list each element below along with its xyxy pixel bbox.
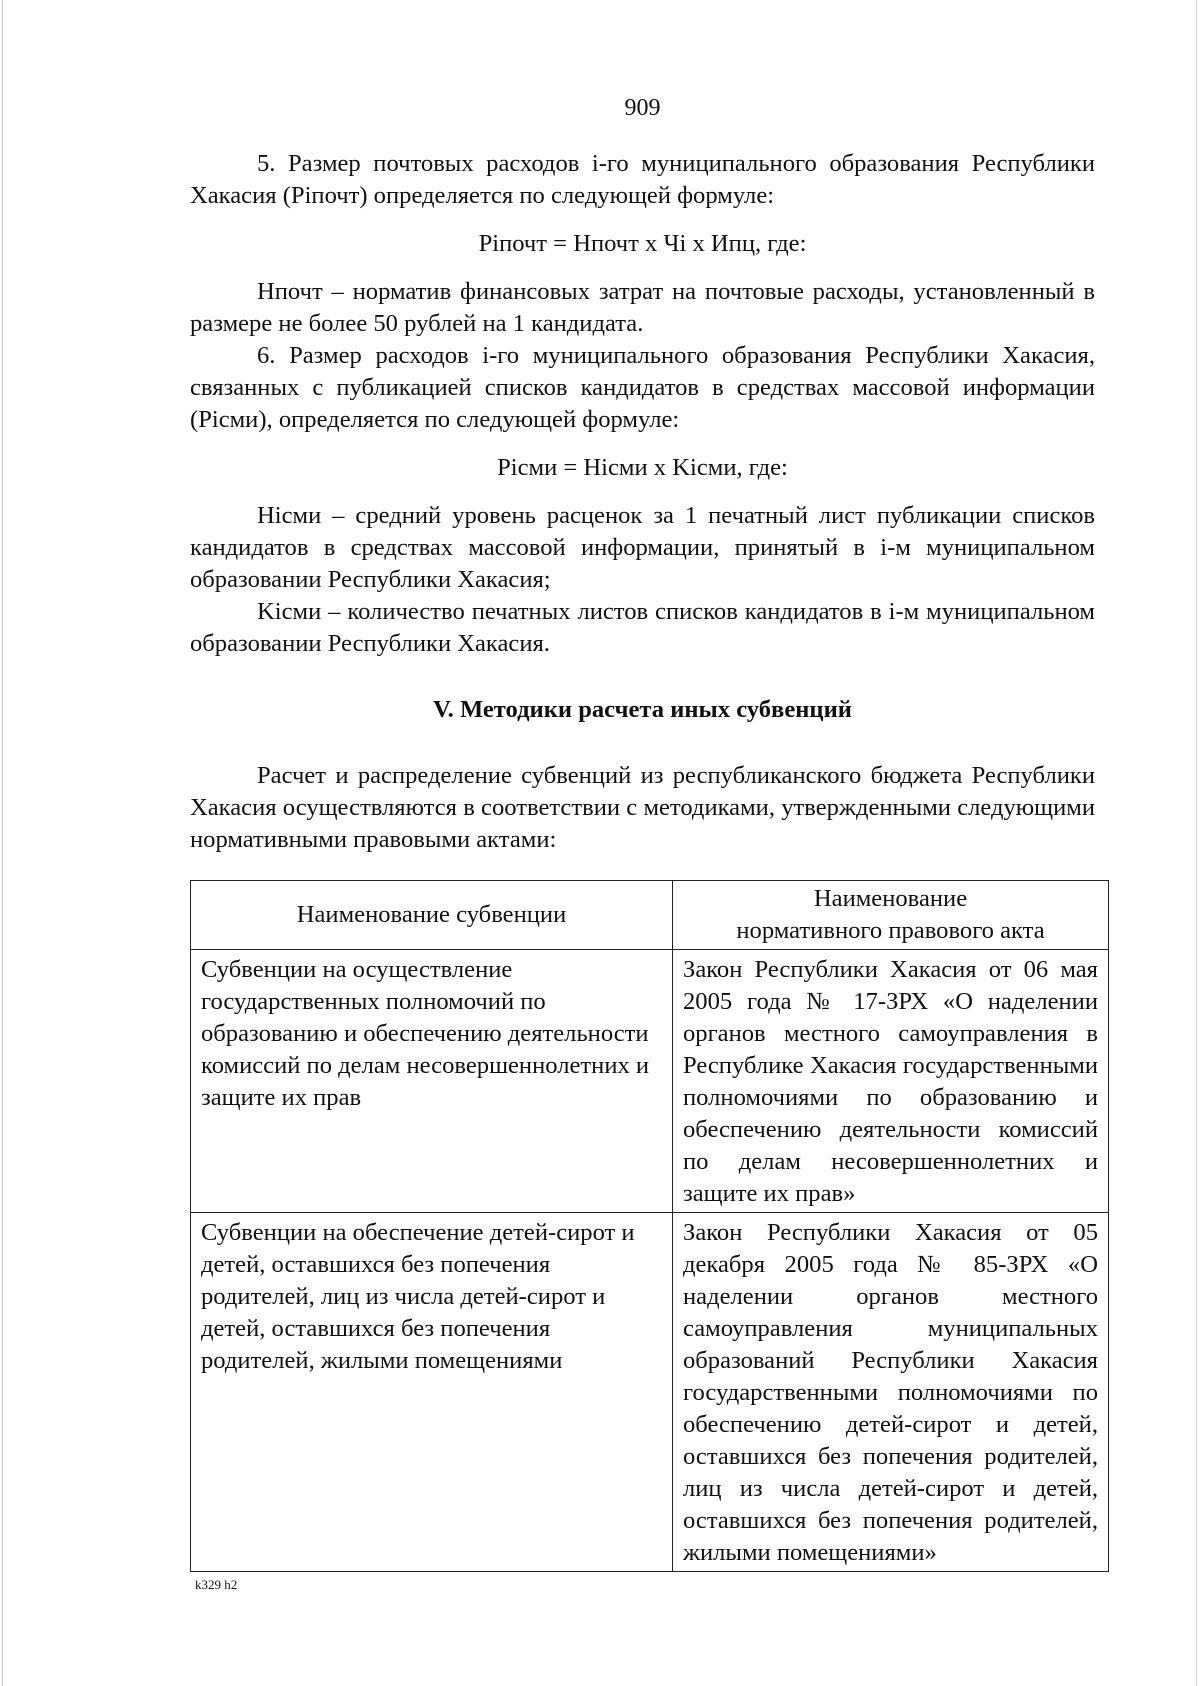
section-intro: Расчет и распределение субвенций из республиканского бюджета Республики Хакасия осуществляются в соответствии с методиками, утвержденными следующими нормативными правовыми актами:: [190, 762, 1095, 853]
footer-code: k329 h2: [195, 1577, 238, 1592]
section-title: V. Методики расчета иных субвенций: [433, 696, 852, 723]
act-cell: Закон Республики Хакасия от 06 мая 2005 года № 17-ЗРХ «О наделении органов местного самоуправления в Республике Хакасия государственными полномочиями по образованию и обеспечению деятельности комиссий по делам несовершеннолетних и защите их прав»: [673, 950, 1109, 1213]
table-header-row: [191, 881, 1109, 950]
subvention-cell: Субвенции на обеспечение детей-сирот и детей, оставшихся без попечения родителей, лиц из числа детей-сирот и детей, оставшихся без попечения родителей, жилыми помещениями: [191, 1213, 673, 1572]
definition-ksmi: Kiсми – количество печатных листов списков кандидатов в i-м муниципальном образовании Республики Хакасия.: [190, 598, 1095, 657]
document-body: [190, 148, 1098, 1572]
header-act-name: [673, 881, 1109, 950]
definition-hsmi: Hiсми – средний уровень расценок за 1 печатный лист публикации списков кандидатов в средствах массовой информации, принятый в i-м муниципальном образовании Республики Хакасия;: [190, 502, 1095, 593]
paragraph-postal-expenses: 5. Размер почтовых расходов i-го муниципального образования Республики Хакасия (Piпочт) определяется по следующей формуле:: [190, 150, 1095, 209]
header-act-line2: нормативного правового акта: [736, 917, 1045, 944]
page-number: 909: [624, 95, 661, 121]
scan-edge-right: [1196, 0, 1197, 1686]
header-subvention-name: Наименование субвенции: [191, 881, 673, 950]
subventions-table: [190, 880, 1109, 1572]
formula-media: Piсми = Hiсми х Kiсми, где:: [497, 454, 788, 481]
formula-postal: Piпочт = Нпочт х Чi х Ипц, где:: [478, 230, 807, 257]
subvention-cell: Субвенции на осуществление государственных полномочий по образованию и обеспечению деятельности комиссий по делам несовершеннолетних и защите их прав: [191, 950, 673, 1213]
act-cell: Закон Республики Хакасия от 05 декабря 2005 года № 85-ЗРХ «О наделении органов местного самоуправления муниципальных образований Республики Хакасия государственными полномочиями по обеспечению детей-сирот и детей, оставшихся без попечения родителей, лиц из числа детей-сирот и детей, оставшихся без попечения родителей, жилыми помещениями»: [673, 1213, 1109, 1572]
scan-edge-left: [2, 0, 3, 1686]
paragraph-media-expenses: 6. Размер расходов i-го муниципального образования Республики Хакасия, связанных с публикацией списков кандидатов в средствах массовой информации (Piсми), определяется по следующей формуле:: [190, 342, 1095, 433]
definition-npost: Нпочт – норматив финансовых затрат на почтовые расходы, установленный в размере не более 50 рублей на 1 кандидата.: [190, 278, 1095, 337]
table-row: [191, 1213, 1109, 1572]
table-row: [191, 950, 1109, 1213]
header-act-line1: Наименование: [813, 885, 968, 912]
